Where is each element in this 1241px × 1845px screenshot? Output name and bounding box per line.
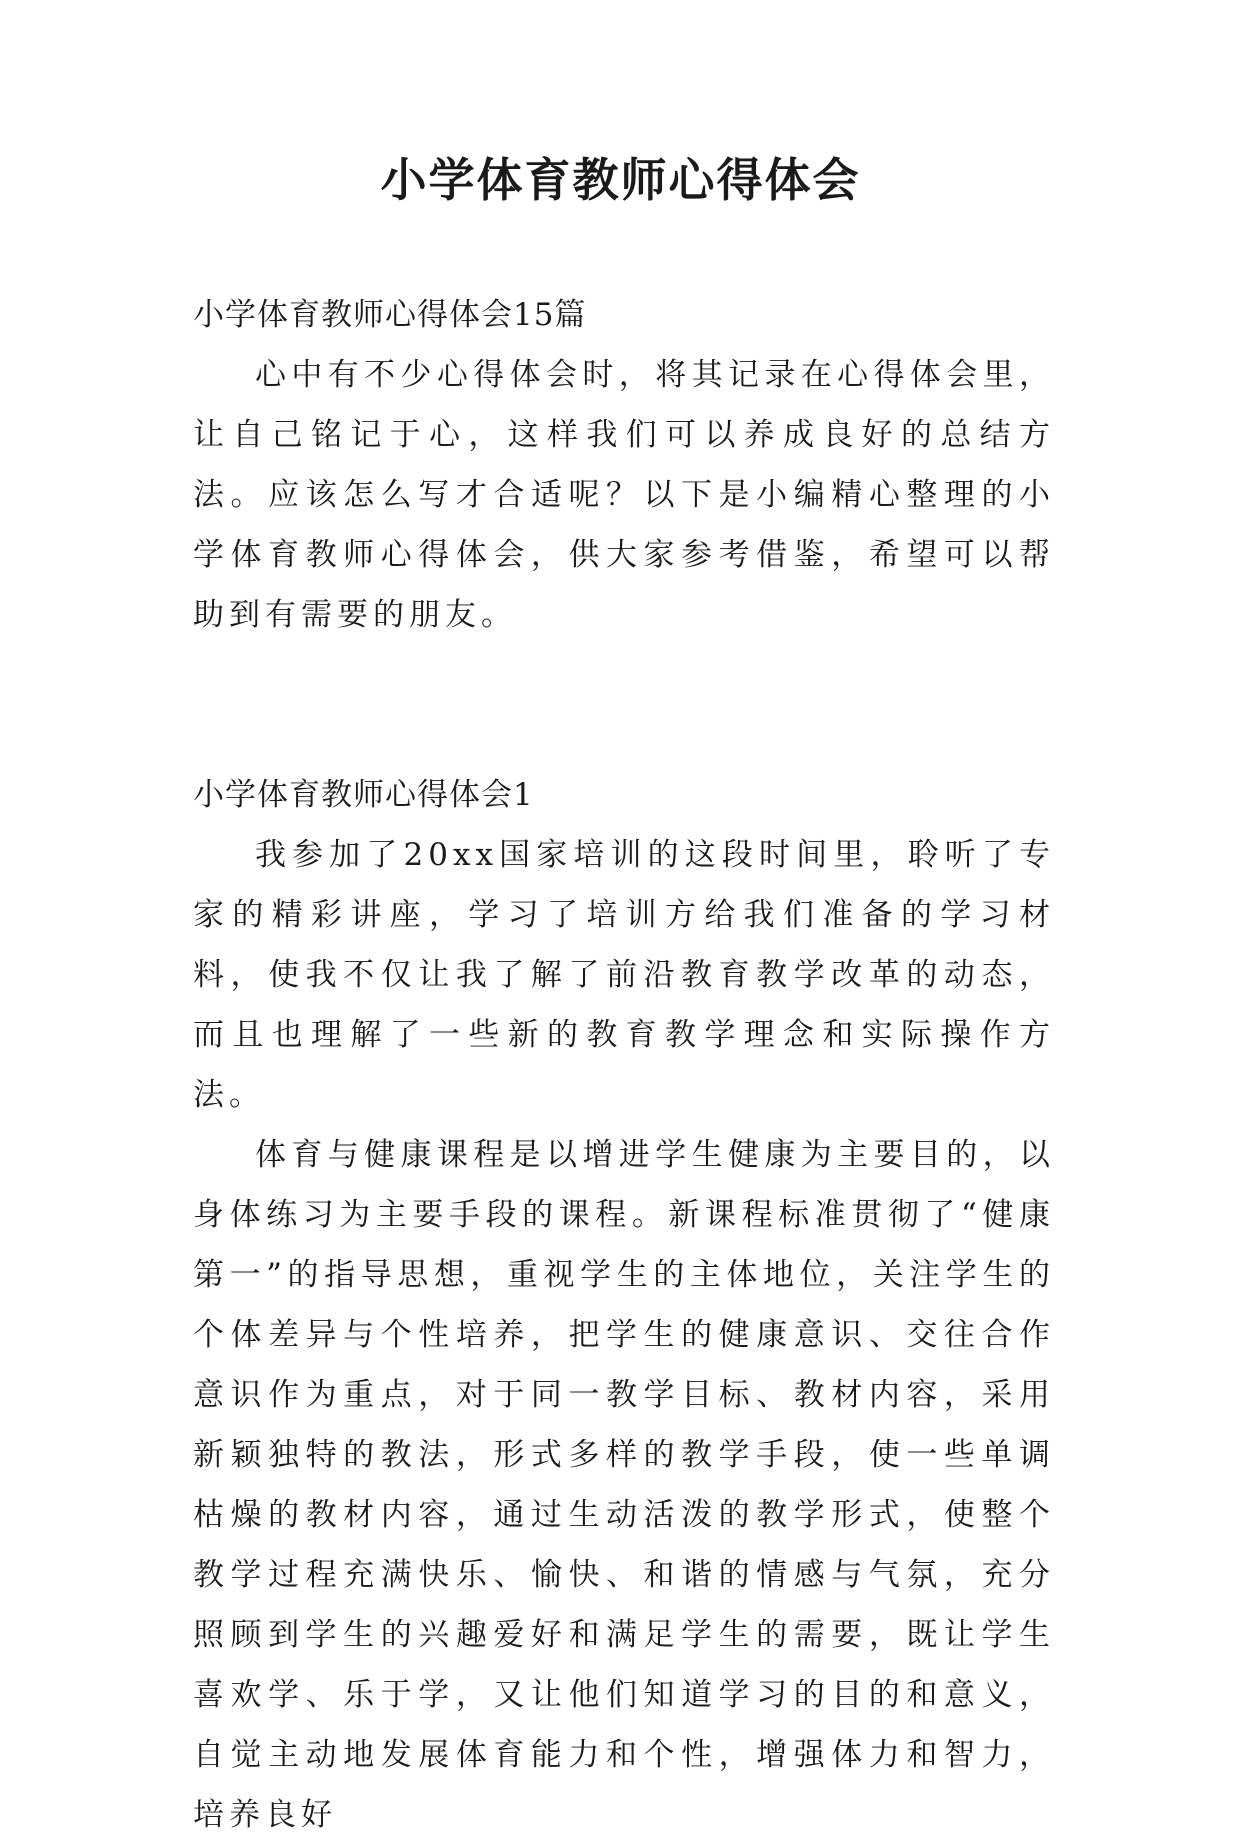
document-body (193, 285, 1055, 1845)
document-title: 小学体育教师心得体会 (380, 153, 861, 207)
section-paragraph-1: 我参加了20xx国家培训的这段时间里，聆听了专家的精彩讲座，学习了培训方给我们准备的学习材料，使我不仅让我了解了前沿教育教学改革的动态，而且也理解了一些新的教育教学理念和实际操作方法。 (193, 837, 1055, 1113)
section-spacer (193, 645, 1055, 765)
document-subtitle: 小学体育教师心得体会15篇 (193, 297, 587, 333)
intro-paragraph: 心中有不少心得体会时，将其记录在心得体会里，让自己铭记于心，这样我们可以养成良好的总结方法。应该怎么写才合适呢？以下是小编精心整理的小学体育教师心得体会，供大家参考借鉴，希望可以帮助到有需要的朋友。 (193, 357, 1055, 633)
section-heading: 小学体育教师心得体会1 (193, 777, 534, 813)
section-paragraph-2: 体育与健康课程是以增进学生健康为主要目的，以身体练习为主要手段的课程。新课程标准贯彻了“健康第一”的指导思想，重视学生的主体地位，关注学生的个体差异与个性培养，把学生的健康意识、交往合作意识作为重点，对于同一教学目标、教材内容，采用新颖独特的教法，形式多样的教学手段，使一些单调枯燥的教材内容，通过生动活泼的教学形式，使整个教学过程充满快乐、愉快、和谐的情感与气氛，充分照顾到学生的兴趣爱好和满足学生的需要，既让学生喜欢学、乐于学，又让他们知道学习的目的和意义，自觉主动地发展体育能力和个性，增强体力和智力，培养良好 (193, 1137, 1055, 1833)
